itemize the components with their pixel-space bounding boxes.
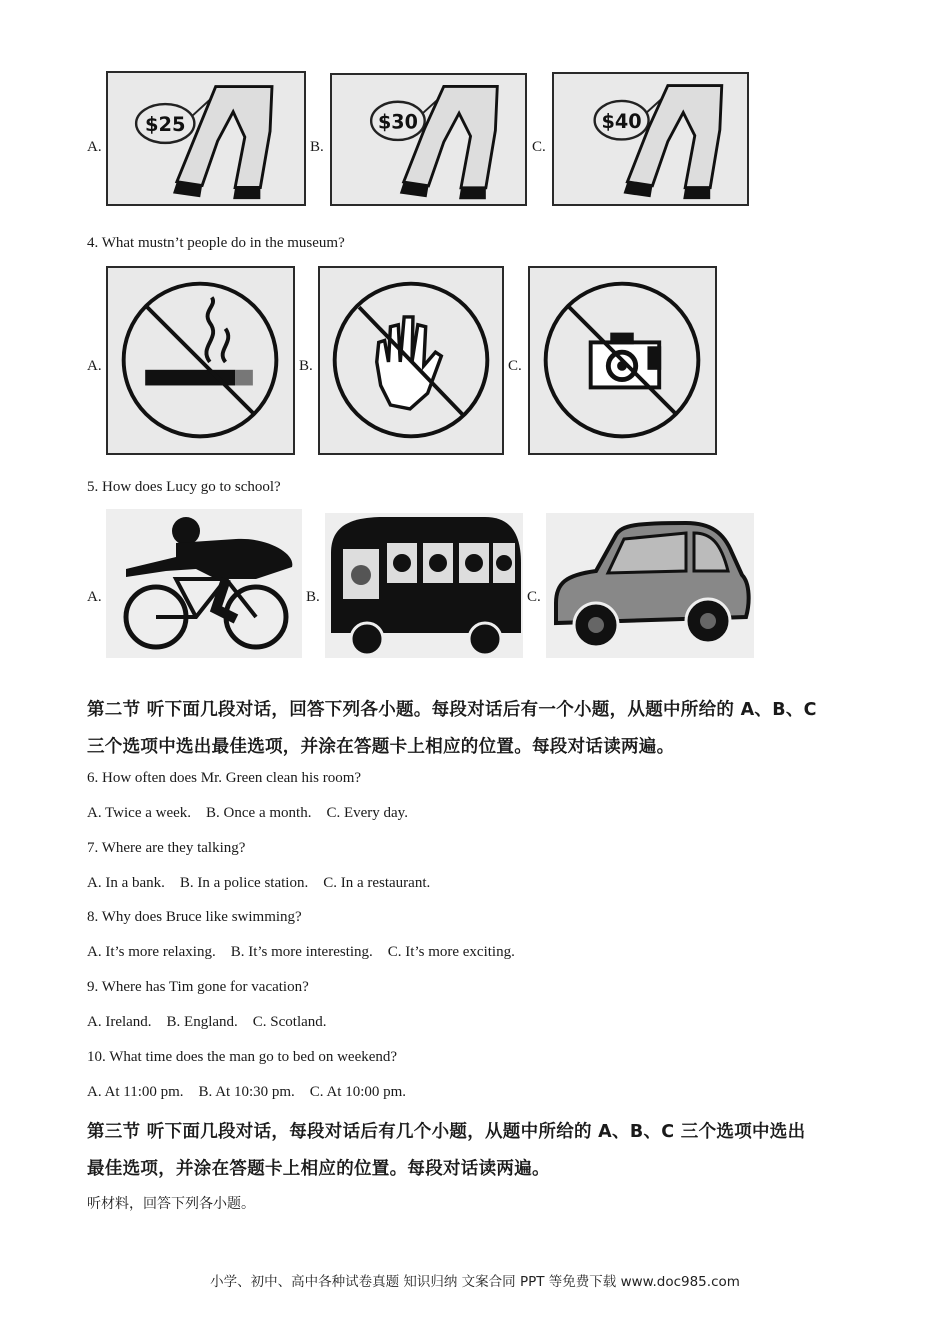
no-touching-icon (320, 268, 502, 453)
q7-question: 7. Where are they talking? (87, 840, 246, 856)
q5-question: 5. How does Lucy go to school? (87, 479, 281, 495)
pants-price-icon (108, 73, 304, 204)
section3-heading-line2: 最佳选项，并涂在答题卡上相应的位置。每段对话读两遍。 (87, 1159, 550, 1179)
price-tag-text: $30 (377, 110, 418, 134)
q3-option-c-image (552, 72, 749, 206)
q8-options: A. It’s more relaxing. B. It’s more interesting. C. It’s more exciting. (87, 944, 515, 960)
q10-question: 10. What time does the man go to bed on weekend? (87, 1049, 398, 1065)
q4-option-a-image (106, 266, 295, 455)
q9-question: 9. Where has Tim gone for vacation? (87, 979, 309, 995)
q5-option-b-label: B. (306, 589, 320, 605)
q5-option-a-label: A. (87, 589, 102, 605)
q3-option-a-label: A. (87, 139, 102, 155)
q5-option-c-image (546, 513, 754, 658)
q6-question: 6. How often does Mr. Green clean his room? (87, 770, 362, 786)
q5-option-a-image (106, 509, 302, 658)
no-camera-icon (530, 268, 715, 453)
q4-option-a-label: A. (87, 358, 102, 374)
q5-option-b-image (325, 513, 523, 658)
no-smoking-icon (108, 268, 293, 453)
section2-heading-line2: 三个选项中选出最佳选项，并涂在答题卡上相应的位置。每段对话读两遍。 (87, 737, 675, 757)
bus-icon (325, 513, 523, 658)
car-icon (546, 513, 754, 658)
q3-option-b-label: B. (310, 139, 324, 155)
q7-options: A. In a bank. B. In a police station. C. In a restaurant. (87, 875, 431, 891)
q3-option-b-image (330, 73, 527, 206)
q4-option-c-label: C. (508, 358, 522, 374)
q4-question: 4. What mustn’t people do in the museum? (87, 235, 345, 251)
section3-instruction: 听材料，回答下列各小题。 (87, 1196, 255, 1212)
pants-price-icon (554, 74, 747, 204)
q3-option-c-label: C. (532, 139, 546, 155)
pants-price-icon (332, 75, 525, 204)
bicycle-icon (106, 509, 302, 658)
q9-options: A. Ireland. B. England. C. Scotland. (87, 1014, 327, 1030)
q5-option-c-label: C. (527, 589, 541, 605)
section2-heading-line1: 第二节 听下面几段对话，回答下列各小题。每段对话后有一个小题，从题中所给的 A、B、C (87, 700, 817, 720)
q6-options: A. Twice a week. B. Once a month. C. Every day. (87, 805, 408, 821)
page-footer: 小学、初中、高中各种试卷真题 知识归纳 文案合同 PPT 等免费下载 www.doc985.com (210, 1274, 740, 1290)
q4-option-b-label: B. (299, 358, 313, 374)
q4-option-c-image (528, 266, 717, 455)
q3-option-a-image (106, 71, 306, 206)
section3-heading-line1: 第三节 听下面几段对话，每段对话后有几个小题，从题中所给的 A、B、C 三个选项中选出 (87, 1122, 806, 1142)
q4-option-b-image (318, 266, 504, 455)
q8-question: 8. Why does Bruce like swimming? (87, 909, 302, 925)
price-tag-text: $40 (601, 109, 642, 133)
q10-options: A. At 11:00 pm. B. At 10:30 pm. C. At 10:00 pm. (87, 1084, 407, 1100)
price-tag-text: $25 (145, 113, 186, 137)
